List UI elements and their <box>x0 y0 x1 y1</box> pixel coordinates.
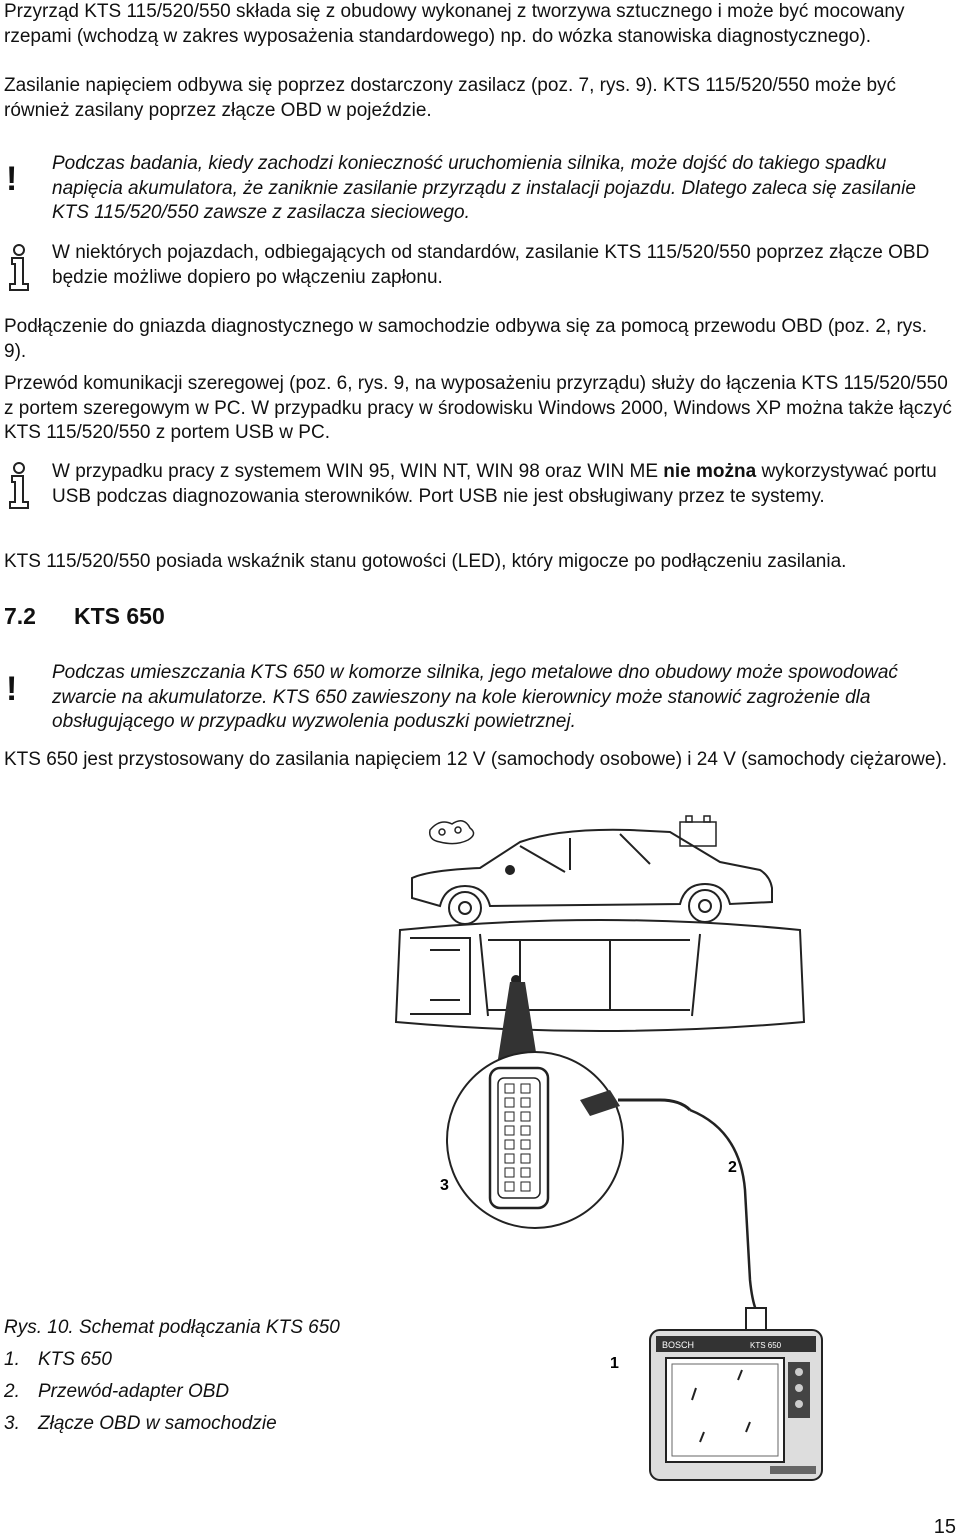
section-title: KTS 650 <box>74 603 165 629</box>
warning-icon: ! <box>6 160 18 198</box>
kts-650-device <box>650 1330 822 1480</box>
paragraph-housing: Przyrząd KTS 115/520/550 składa się z obudowy wykonanej z tworzywa sztucznego i może być mocowany rzepami (wchodzą w zakres wyposażenia standardowego) np. do wózka stanowiska diagnostycznego). <box>4 1 905 47</box>
obd-socket-zoom <box>447 1052 690 1228</box>
info-icon <box>6 244 32 297</box>
obd-cable <box>690 1110 756 1310</box>
legend-item <box>4 1380 229 1404</box>
device-brand: BOSCH <box>662 1340 695 1350</box>
warning-icon: ! <box>6 670 18 708</box>
info-note-ignition: W niektórych pojazdach, odbiegających od standardów, zasilanie KTS 115/520/550 poprzez złącze OBD będzie możliwe dopiero po włączeniu zapłonu. <box>52 242 930 288</box>
warning-note-engine-start: Podczas badania, kiedy zachodzi konieczność uruchomienia silnika, może dojść do takiego spadku napięcia akumulatora, że zaniknie zasilanie przyrządu z instalacji pojazdu. Dlatego zaleca się zasilanie KTS 115/520/550 zawsze z zasilacza sieciowego. <box>52 153 916 223</box>
label-1: 1 <box>610 1355 619 1372</box>
legend-item <box>4 1348 112 1372</box>
paragraph-voltage: KTS 650 jest przystosowany do zasilania napięciem 12 V (samochody osobowe) i 24 V (samochody ciężarowe). <box>4 749 948 770</box>
page-number: 15 <box>933 1516 956 1538</box>
paragraph-serial-cable: Przewód komunikacji szeregowej (poz. 6, rys. 9, na wyposażeniu przyrządu) służy do łączenia KTS 115/520/550 z portem szeregowym w PC. W przypadku pracy w środowisku Windows 2000, Windows XP można także łączyć KTS 115/520/550 z portem USB w PC. <box>4 373 952 443</box>
info-icon <box>6 462 32 515</box>
paragraph-led: KTS 115/520/550 posiada wskaźnik stanu gotowości (LED), który migocze po podłączeniu zasilania. <box>4 551 847 572</box>
engine-detail <box>430 821 474 844</box>
legend-item <box>4 1412 277 1436</box>
legend-text: Złącze OBD w samochodzie <box>38 1413 277 1434</box>
warning-note-engine-bay: Podczas umieszczania KTS 650 w komorze silnika, jego metalowe dno obudowy może spowodować zwarcie na akumulatorze. KTS 650 zawieszony na kole kierownicy może stanowić zagrożenie dla obsługującego w przypadku wyzwolenia poduszki powietrznej. <box>52 662 898 732</box>
figure-caption: Rys. 10. Schemat podłączania KTS 650 <box>4 1317 340 1338</box>
section-heading <box>4 603 165 630</box>
legend-num: 2. <box>4 1381 20 1402</box>
car-top-view <box>396 920 804 1031</box>
legend-num: 1. <box>4 1349 20 1370</box>
legend-text: Przewód-adapter OBD <box>38 1381 230 1402</box>
legend-text: KTS 650 <box>38 1349 112 1370</box>
paragraph-obd-connection: Podłączenie do gniazda diagnostycznego w samochodzie odbywa się za pomocą przewodu OBD (poz. 2, rys. 9). <box>4 316 928 362</box>
car-side-view <box>412 830 772 924</box>
label-3: 3 <box>440 1177 449 1194</box>
section-number: 7.2 <box>4 603 36 629</box>
device-model: KTS 650 <box>750 1341 782 1350</box>
label-2: 2 <box>728 1159 737 1176</box>
legend-num: 3. <box>4 1413 20 1434</box>
info-usb-text-b: wykorzystywać portu USB podczas diagnozowania sterowników. Port USB nie jest obsługiwany przez te systemy. <box>52 461 937 507</box>
info-usb-text-a: W przypadku pracy z systemem WIN 95, WIN NT, WIN 98 oraz WIN ME <box>52 461 664 482</box>
info-note-usb <box>52 460 942 509</box>
paragraph-power-supply: Zasilanie napięciem odbywa się poprzez dostarczony zasilacz (poz. 7, rys. 9). KTS 115/520/550 może być również zasilany poprzez złącze OBD w pojeździe. <box>4 75 897 121</box>
connection-diagram <box>370 810 830 1490</box>
info-usb-bold: nie można <box>663 461 757 482</box>
